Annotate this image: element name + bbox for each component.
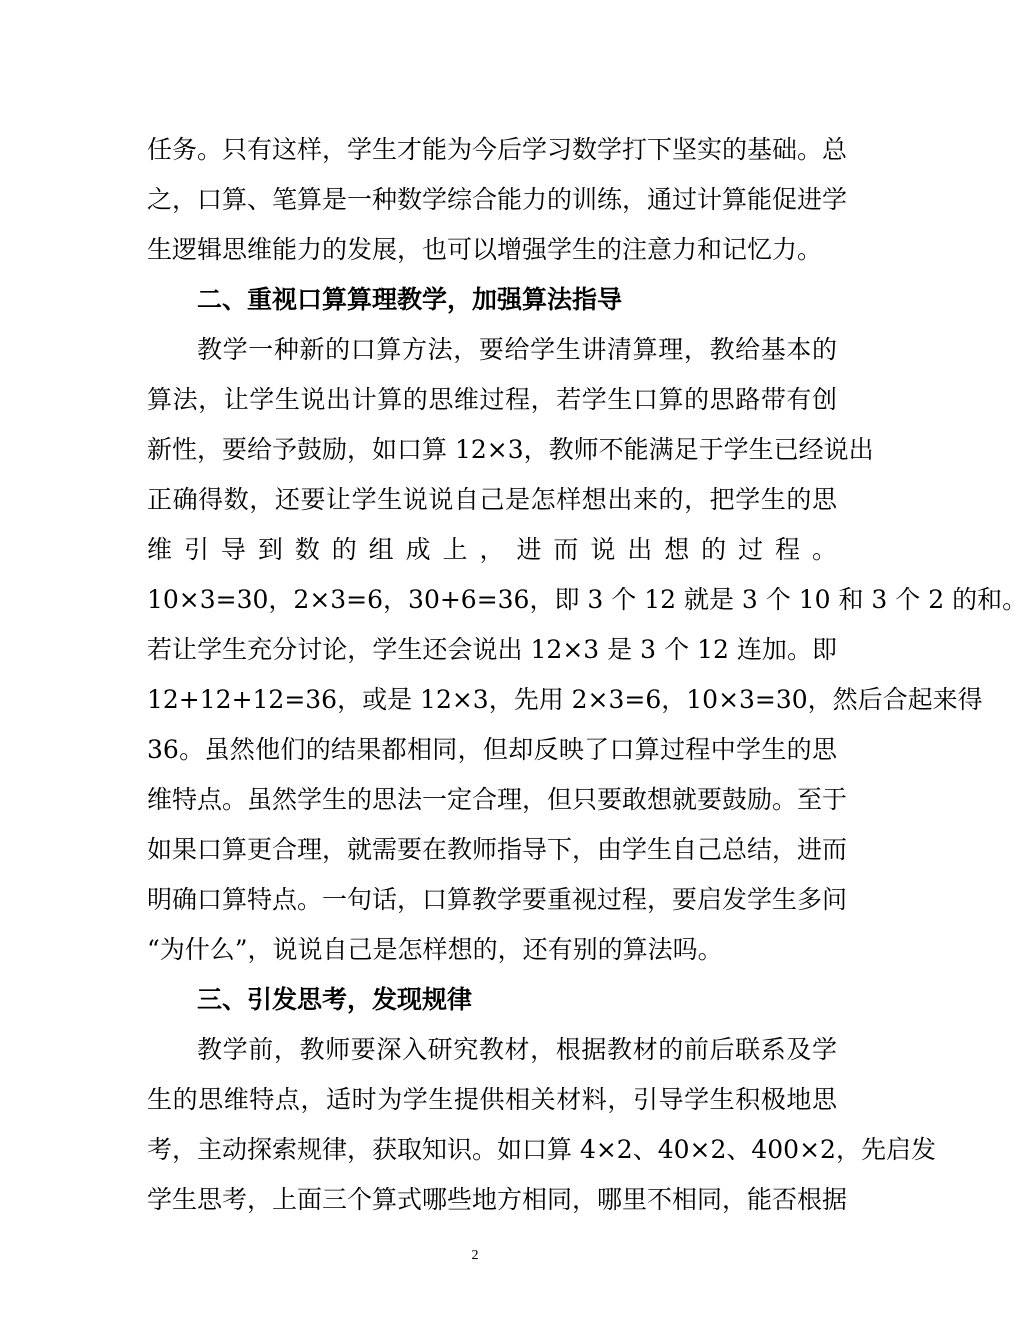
body-text-line: 新性，要给予鼓励，如口算 12×3，教师不能满足于学生已经说出 bbox=[147, 435, 874, 464]
body-text-line: 10×3=30，2×3=6，30+6=36，即 3 个 12 就是 3 个 10 和 3 个 2 的和。 bbox=[147, 585, 1027, 614]
page-number: 2 bbox=[471, 1248, 479, 1263]
body-text-line: 维 引 导 到 数 的 组 成 上 ， 进 而 说 出 想 的 过 程 。 bbox=[147, 535, 837, 564]
body-text-line: “为什么”，说说自己是怎样想的，还有别的算法吗。 bbox=[147, 935, 723, 964]
body-text-line: 36。虽然他们的结果都相同，但却反映了口算过程中学生的思 bbox=[147, 735, 837, 764]
body-text-line: 考，主动探索规律，获取知识。如口算 4×2、40×2、400×2，先启发 bbox=[147, 1135, 936, 1164]
body-text-line: 明确口算特点。一句话，口算教学要重视过程，要启发学生多问 bbox=[147, 885, 848, 914]
body-text-line: 若让学生充分讨论，学生还会说出 12×3 是 3 个 12 连加。即 bbox=[147, 635, 837, 664]
body-text-line: 教学前，教师要深入研究教材，根据教材的前后联系及学 bbox=[197, 1035, 837, 1064]
body-text-line: 生逻辑思维能力的发展，也可以增强学生的注意力和记忆力。 bbox=[147, 235, 823, 264]
body-text-line: 生的思维特点，适时为学生提供相关材料，引导学生积极地思 bbox=[147, 1085, 837, 1114]
section-heading-3: 三、引发思考，发现规律 bbox=[197, 985, 473, 1014]
body-text-line: 如果口算更合理，就需要在教师指导下，由学生自己总结，进而 bbox=[147, 835, 848, 864]
body-text-line: 算法，让学生说出计算的思维过程，若学生口算的思路带有创 bbox=[147, 385, 837, 414]
body-text-line: 学生思考，上面三个算式哪些地方相同，哪里不相同，能否根据 bbox=[147, 1185, 848, 1214]
body-text-line: 任务。只有这样，学生才能为今后学习数学打下坚实的基础。总 bbox=[147, 135, 848, 164]
body-text-line: 教学一种新的口算方法，要给学生讲清算理，教给基本的 bbox=[197, 335, 837, 364]
section-heading-2: 二、重视口算算理教学，加强算法指导 bbox=[197, 285, 623, 314]
body-text-line: 之，口算、笔算是一种数学综合能力的训练，通过计算能促进学 bbox=[147, 185, 848, 214]
body-text-line: 12+12+12=36，或是 12×3，先用 2×3=6，10×3=30，然后合起来得 bbox=[147, 685, 983, 714]
body-text-line: 维特点。虽然学生的思法一定合理，但只要敢想就要鼓励。至于 bbox=[147, 785, 848, 814]
body-text-line: 正确得数，还要让学生说说自己是怎样想出来的，把学生的思 bbox=[147, 485, 837, 514]
